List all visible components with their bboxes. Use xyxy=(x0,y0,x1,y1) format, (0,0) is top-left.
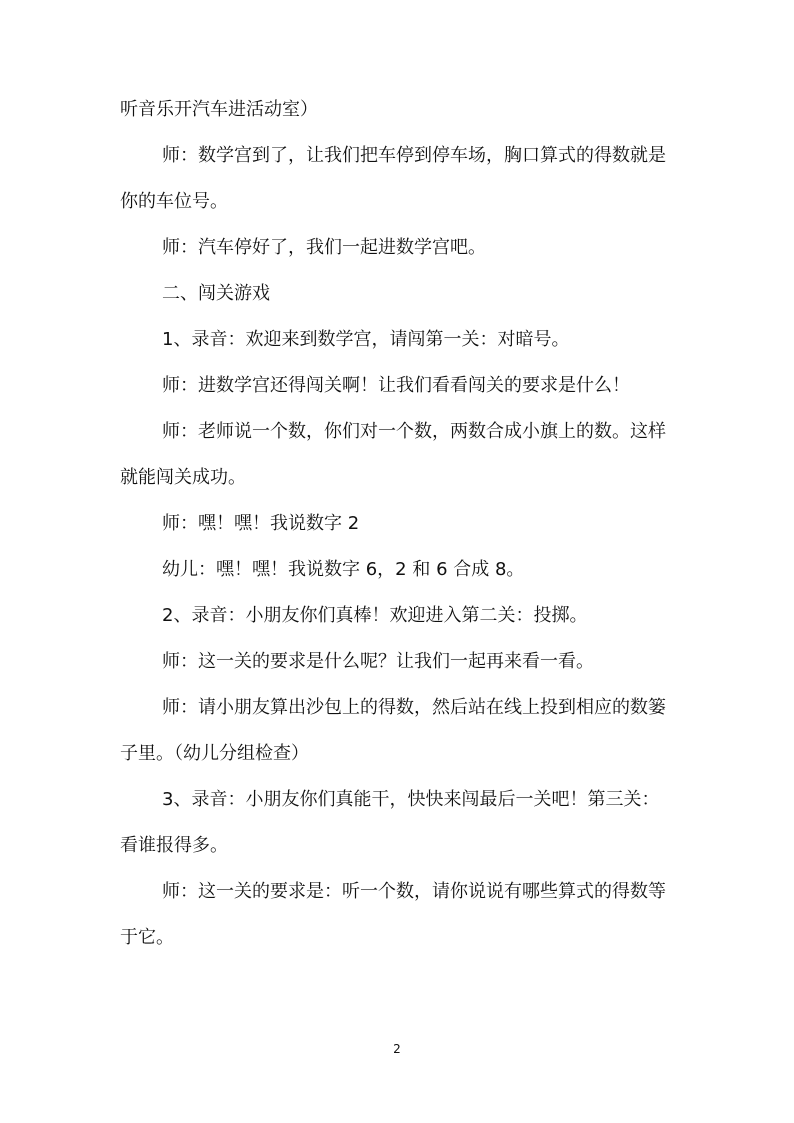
text-line-19: 于它。 xyxy=(120,927,174,948)
text-line-9: 就能闯关成功。 xyxy=(120,467,246,488)
text-line-18: 师：这一关的要求是：听一个数，请你说说有哪些算式的得数等 xyxy=(162,881,666,902)
text-line-14: 师：请小朋友算出沙包上的得数，然后站在线上投到相应的数篓 xyxy=(162,697,666,718)
text-line-13: 师：这一关的要求是什么呢？让我们一起再来看一看。 xyxy=(162,651,594,672)
text-line-7: 师：进数学宫还得闯关啊！让我们看看闯关的要求是什么！ xyxy=(162,375,630,396)
text-line-8: 师：老师说一个数，你们对一个数，两数合成小旗上的数。这样 xyxy=(162,421,666,442)
text-line-15: 子里。（幼儿分组检查） xyxy=(120,743,309,764)
text-line-6: 1、录音：欢迎来到数学宫，请闯第一关：对暗号。 xyxy=(162,329,570,350)
text-line-4: 师：汽车停好了，我们一起进数学宫吧。 xyxy=(162,237,486,258)
text-line-11: 幼儿：嘿！嘿！我说数字 6，2 和 6 合成 8。 xyxy=(162,559,525,580)
text-line-12: 2、录音：小朋友你们真棒！欢迎进入第二关：投掷。 xyxy=(162,605,588,626)
text-line-1: 听音乐开汽车进活动室） xyxy=(120,99,318,120)
text-line-3: 你的车位号。 xyxy=(120,191,228,212)
page-number: 2 xyxy=(393,1042,401,1056)
section-heading: 二、闯关游戏 xyxy=(162,283,270,304)
text-line-2: 师：数学宫到了，让我们把车停到停车场，胸口算式的得数就是 xyxy=(162,145,666,166)
text-line-17: 看谁报得多。 xyxy=(120,835,228,856)
text-line-10: 师：嘿！嘿！我说数字 2 xyxy=(162,513,360,534)
text-line-16: 3、录音：小朋友你们真能干，快快来闯最后一关吧！第三关： xyxy=(162,789,660,810)
